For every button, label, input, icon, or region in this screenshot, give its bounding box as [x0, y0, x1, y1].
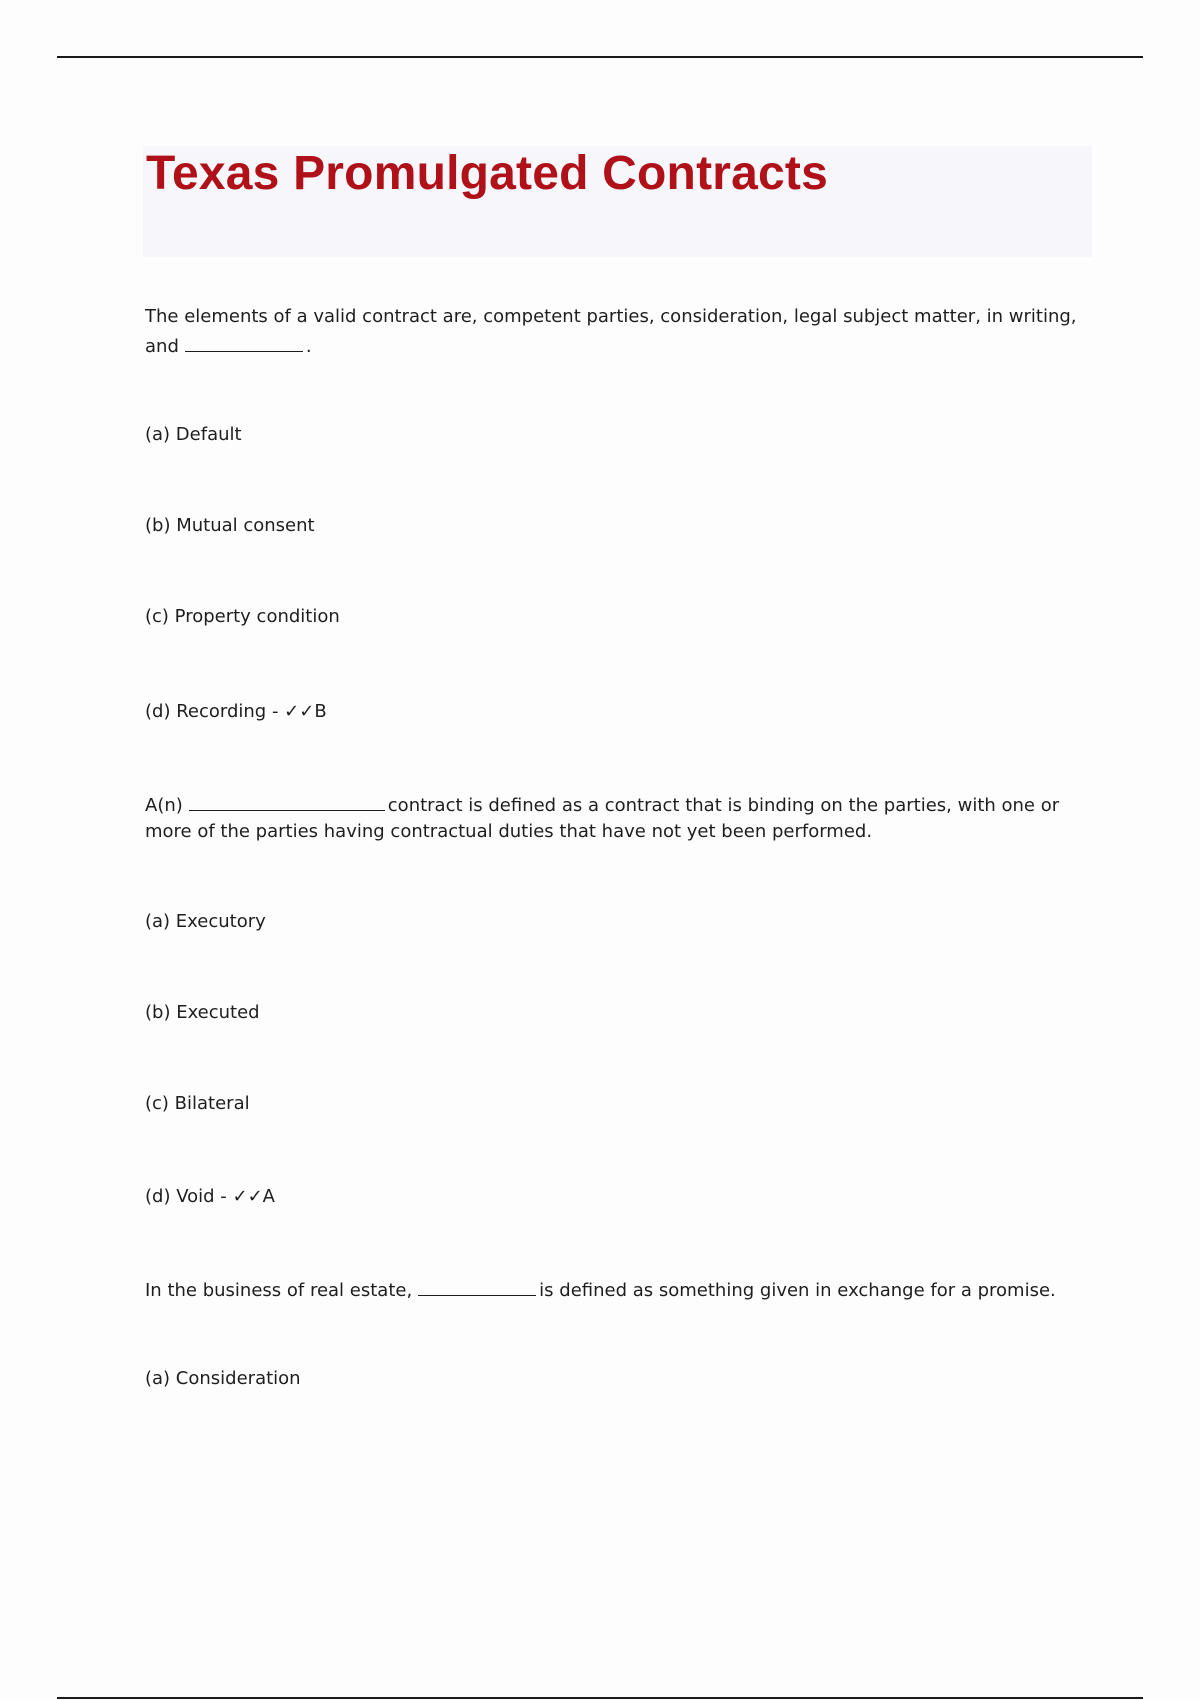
question-2-option-c: (c) Bilateral [145, 1093, 250, 1114]
question-3-stem-after-blank: is defined as something given in exchange for a promise. [539, 1280, 1056, 1301]
question-1-stem-after-blank: . [305, 336, 312, 357]
fill-in-blank [189, 790, 385, 811]
question-2-option-d [145, 1183, 275, 1211]
question-2-stem-before-blank: A(n) [145, 795, 183, 816]
document-title: Texas Promulgated Contracts [146, 147, 829, 200]
top-rule [57, 56, 1143, 58]
question-2-stem-after-blank: contract is defined as a contract that is binding on the parties, with one or [387, 795, 1060, 816]
check-marks-icon: ✓✓ [284, 701, 315, 722]
question-2-stem-line-1 [145, 790, 1059, 820]
question-2-answer: A [262, 1186, 275, 1207]
question-2-stem-line-2: more of the parties having contractual duties that have not yet been performed. [145, 821, 873, 842]
question-1-answer: B [314, 701, 327, 722]
question-3-stem [145, 1275, 1056, 1305]
check-marks-icon: ✓✓ [232, 1186, 263, 1207]
fill-in-blank [418, 1275, 536, 1296]
bottom-rule [57, 1697, 1143, 1699]
question-1-stem-line-1: The elements of a valid contract are, competent parties, consideration, legal subject matter, in writing, [145, 306, 1077, 327]
question-2-option-b: (b) Executed [145, 1002, 260, 1023]
question-1-option-b: (b) Mutual consent [145, 515, 315, 536]
question-1-stem-line-2 [145, 331, 312, 361]
question-3-option-a: (a) Consideration [145, 1368, 301, 1389]
question-1-option-d-label: (d) Recording - [145, 701, 279, 722]
question-1-stem-before-blank: and [145, 336, 179, 357]
fill-in-blank [185, 331, 303, 352]
question-2-option-d-label: (d) Void - [145, 1186, 227, 1207]
question-3-stem-before-blank: In the business of real estate, [145, 1280, 413, 1301]
question-1-option-a: (a) Default [145, 424, 242, 445]
question-1-option-c: (c) Property condition [145, 606, 340, 627]
question-1-option-d [145, 698, 327, 726]
question-2-option-a: (a) Executory [145, 911, 266, 932]
